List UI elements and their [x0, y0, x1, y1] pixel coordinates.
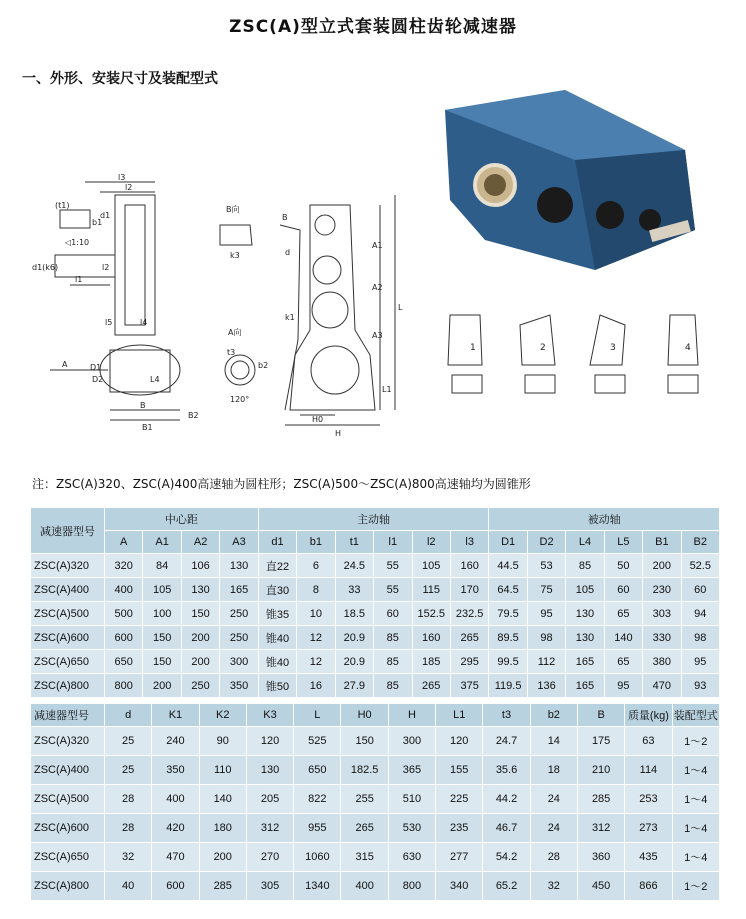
value-cell: 1060 [294, 843, 341, 872]
label-H0: H0 [312, 415, 324, 424]
value-cell: 200 [181, 626, 219, 650]
label-k3: k3 [230, 251, 240, 260]
column-header: L [294, 704, 341, 727]
value-cell: 85 [566, 554, 604, 578]
column-header: H [388, 704, 435, 727]
model-cell: ZSC(A)800 [31, 872, 105, 901]
value-cell: 265 [412, 674, 450, 698]
value-cell: 锥50 [258, 674, 296, 698]
value-cell: 866 [625, 872, 672, 901]
value-cell: 510 [388, 785, 435, 814]
value-cell: 65 [604, 650, 642, 674]
table-row [31, 650, 720, 674]
label-l2b: l2 [102, 263, 110, 272]
label-b1: b1 [92, 218, 103, 227]
value-cell: 500 [105, 602, 143, 626]
label-d1: d1 [100, 211, 111, 220]
mount-type-4: 4 [685, 343, 691, 353]
value-cell: 8 [297, 578, 335, 602]
value-cell: 120 [246, 727, 293, 756]
label-l4: l4 [140, 318, 148, 327]
column-header: L1 [436, 704, 483, 727]
value-cell: 85 [374, 650, 412, 674]
table-row [31, 727, 720, 756]
value-cell: 28 [105, 785, 152, 814]
value-cell: 253 [625, 785, 672, 814]
table-row [31, 674, 720, 698]
header-model: 减速器型号 [31, 508, 105, 554]
value-cell: 470 [643, 674, 681, 698]
model-cell: ZSC(A)600 [31, 814, 105, 843]
value-cell: 265 [450, 626, 488, 650]
column-header: H0 [341, 704, 388, 727]
value-cell: 320 [105, 554, 143, 578]
value-cell: 锥40 [258, 626, 296, 650]
group-center-distance: 中心距 [105, 508, 259, 531]
column-header: B2 [681, 531, 719, 554]
column-header: t3 [483, 704, 530, 727]
value-cell: 600 [105, 626, 143, 650]
label-D1: D1 [90, 363, 102, 372]
table-row [31, 626, 720, 650]
value-cell: 75 [527, 578, 565, 602]
value-cell: 1～4 [672, 756, 719, 785]
value-cell: 305 [246, 872, 293, 901]
value-cell: 200 [199, 843, 246, 872]
value-cell: 530 [388, 814, 435, 843]
value-cell: 98 [527, 626, 565, 650]
value-cell: 136 [527, 674, 565, 698]
value-cell: 1～2 [672, 727, 719, 756]
label-b2: b2 [258, 361, 269, 370]
value-cell: 225 [436, 785, 483, 814]
value-cell: 303 [643, 602, 681, 626]
value-cell: 105 [412, 554, 450, 578]
label-B: B [140, 401, 146, 410]
model-cell: ZSC(A)400 [31, 756, 105, 785]
value-cell: 800 [105, 674, 143, 698]
value-cell: 205 [246, 785, 293, 814]
value-cell: 250 [181, 674, 219, 698]
value-cell: 240 [152, 727, 199, 756]
label-L: L [398, 303, 403, 312]
value-cell: 46.7 [483, 814, 530, 843]
value-cell: 99.5 [489, 650, 527, 674]
value-cell: 130 [220, 554, 258, 578]
label-l2: l2 [125, 183, 133, 192]
column-header: D1 [489, 531, 527, 554]
table-row [31, 872, 720, 901]
value-cell: 150 [181, 602, 219, 626]
value-cell: 350 [220, 674, 258, 698]
value-cell: 14 [530, 727, 577, 756]
value-cell: 63 [625, 727, 672, 756]
value-cell: 98 [681, 626, 719, 650]
value-cell: 140 [604, 626, 642, 650]
label-d: d [285, 248, 291, 257]
value-cell: 300 [388, 727, 435, 756]
model-cell: ZSC(A)800 [31, 674, 105, 698]
note: 注：ZSC(A)320、ZSC(A)400高速轴为圆柱形；ZSC(A)500～ZSC(A)800高速轴均为圆锥形 [32, 477, 531, 491]
value-cell: 165 [566, 650, 604, 674]
label-A3: A3 [372, 331, 383, 340]
value-cell: 33 [335, 578, 373, 602]
value-cell: 1～4 [672, 814, 719, 843]
value-cell: 79.5 [489, 602, 527, 626]
value-cell: 24.7 [483, 727, 530, 756]
value-cell: 119.5 [489, 674, 527, 698]
model-cell: ZSC(A)500 [31, 602, 105, 626]
value-cell: 53 [527, 554, 565, 578]
model-cell: ZSC(A)320 [31, 554, 105, 578]
value-cell: 295 [450, 650, 488, 674]
value-cell: 232.5 [450, 602, 488, 626]
column-header: A3 [220, 531, 258, 554]
column-header: l1 [374, 531, 412, 554]
value-cell: 270 [246, 843, 293, 872]
column-header: l2 [412, 531, 450, 554]
column-header: 质量(kg) [625, 704, 672, 727]
value-cell: 锥40 [258, 650, 296, 674]
value-cell: 10 [297, 602, 335, 626]
value-cell: 130 [181, 578, 219, 602]
value-cell: 230 [643, 578, 681, 602]
label-taper: ◁1:10 [65, 238, 90, 247]
value-cell: 130 [566, 626, 604, 650]
value-cell: 55 [374, 554, 412, 578]
spec-table-2 [30, 703, 720, 901]
label-A2: A2 [372, 283, 383, 292]
value-cell: 160 [412, 626, 450, 650]
value-cell: 12 [297, 626, 335, 650]
model-cell: ZSC(A)500 [31, 785, 105, 814]
column-header: K2 [199, 704, 246, 727]
value-cell: 600 [152, 872, 199, 901]
column-header: 装配型式 [672, 704, 719, 727]
column-header: b1 [297, 531, 335, 554]
value-cell: 44.5 [489, 554, 527, 578]
value-cell: 32 [530, 872, 577, 901]
value-cell: 64.5 [489, 578, 527, 602]
value-cell: 50 [604, 554, 642, 578]
value-cell: 365 [388, 756, 435, 785]
label-l3: l3 [118, 173, 126, 182]
group-input-shaft: 主动轴 [258, 508, 489, 531]
column-header: K1 [152, 704, 199, 727]
value-cell: 115 [412, 578, 450, 602]
value-cell: 60 [604, 578, 642, 602]
value-cell: 470 [152, 843, 199, 872]
model-cell: ZSC(A)650 [31, 843, 105, 872]
value-cell: 955 [294, 814, 341, 843]
value-cell: 直22 [258, 554, 296, 578]
value-cell: 800 [388, 872, 435, 901]
value-cell: 312 [577, 814, 624, 843]
value-cell: 95 [681, 650, 719, 674]
label-l1: l1 [75, 275, 83, 284]
column-header: A1 [143, 531, 181, 554]
value-cell: 420 [152, 814, 199, 843]
value-cell: 6 [297, 554, 335, 578]
column-header: L5 [604, 531, 642, 554]
column-header: b2 [530, 704, 577, 727]
value-cell: 1340 [294, 872, 341, 901]
value-cell: 273 [625, 814, 672, 843]
value-cell: 20.9 [335, 626, 373, 650]
value-cell: 24 [530, 814, 577, 843]
value-cell: 32 [105, 843, 152, 872]
value-cell: 285 [577, 785, 624, 814]
value-cell: 85 [374, 674, 412, 698]
value-cell: 28 [105, 814, 152, 843]
table-row [31, 756, 720, 785]
value-cell: 40 [105, 872, 152, 901]
mounting-types [440, 310, 730, 420]
table-row [31, 785, 720, 814]
value-cell: 300 [220, 650, 258, 674]
value-cell: 130 [566, 602, 604, 626]
mount-type-1: 1 [470, 343, 476, 353]
value-cell: 16 [297, 674, 335, 698]
table-row [31, 554, 720, 578]
value-cell: 90 [199, 727, 246, 756]
value-cell: 120 [436, 727, 483, 756]
value-cell: 105 [143, 578, 181, 602]
value-cell: 400 [105, 578, 143, 602]
value-cell: 150 [143, 650, 181, 674]
column-header: l3 [450, 531, 488, 554]
value-cell: 185 [412, 650, 450, 674]
label-L4: L4 [150, 375, 160, 384]
label-bmark: B [282, 213, 288, 222]
label-B1: B1 [142, 423, 153, 432]
value-cell: 54.2 [483, 843, 530, 872]
group-output-shaft: 被动轴 [489, 508, 720, 531]
label-t3: t3 [227, 348, 236, 357]
value-cell: 130 [246, 756, 293, 785]
value-cell: 160 [450, 554, 488, 578]
value-cell: 44.2 [483, 785, 530, 814]
mount-type-3: 3 [610, 343, 616, 353]
value-cell: 375 [450, 674, 488, 698]
label-l5: l5 [105, 318, 113, 327]
label-A1: A1 [372, 241, 383, 250]
value-cell: 165 [566, 674, 604, 698]
value-cell: 锥35 [258, 602, 296, 626]
column-header: A [105, 531, 143, 554]
value-cell: 65.2 [483, 872, 530, 901]
value-cell: 105 [566, 578, 604, 602]
value-cell: 直30 [258, 578, 296, 602]
value-cell: 28 [530, 843, 577, 872]
value-cell: 140 [199, 785, 246, 814]
value-cell: 400 [152, 785, 199, 814]
value-cell: 18 [530, 756, 577, 785]
table-row [31, 578, 720, 602]
value-cell: 435 [625, 843, 672, 872]
column-header: d1 [258, 531, 296, 554]
column-header: D2 [527, 531, 565, 554]
label-k1: k1 [285, 313, 295, 322]
value-cell: 650 [105, 650, 143, 674]
value-cell: 630 [388, 843, 435, 872]
value-cell: 165 [220, 578, 258, 602]
label-D2: D2 [92, 375, 104, 384]
value-cell: 200 [143, 674, 181, 698]
column-header: K3 [246, 704, 293, 727]
value-cell: 114 [625, 756, 672, 785]
value-cell: 106 [181, 554, 219, 578]
value-cell: 95 [604, 674, 642, 698]
value-cell: 1～4 [672, 843, 719, 872]
column-header: d [105, 704, 152, 727]
value-cell: 93 [681, 674, 719, 698]
value-cell: 340 [436, 872, 483, 901]
table-row [31, 814, 720, 843]
value-cell: 650 [294, 756, 341, 785]
value-cell: 250 [220, 602, 258, 626]
value-cell: 277 [436, 843, 483, 872]
value-cell: 170 [450, 578, 488, 602]
value-cell: 350 [152, 756, 199, 785]
value-cell: 110 [199, 756, 246, 785]
column-header: B [577, 704, 624, 727]
value-cell: 360 [577, 843, 624, 872]
label-B2: B2 [188, 411, 199, 420]
value-cell: 95 [527, 602, 565, 626]
section-heading: 一、外形、安装尺寸及装配型式 [22, 71, 218, 87]
model-cell: ZSC(A)400 [31, 578, 105, 602]
column-header: L4 [566, 531, 604, 554]
label-t1: (t1) [55, 201, 70, 210]
column-header: 减速器型号 [31, 704, 105, 727]
value-cell: 112 [527, 650, 565, 674]
value-cell: 89.5 [489, 626, 527, 650]
column-header: B1 [643, 531, 681, 554]
value-cell: 100 [143, 602, 181, 626]
value-cell: 265 [341, 814, 388, 843]
value-cell: 450 [577, 872, 624, 901]
value-cell: 12 [297, 650, 335, 674]
table-row [31, 843, 720, 872]
value-cell: 210 [577, 756, 624, 785]
value-cell: 315 [341, 843, 388, 872]
label-A: A [62, 360, 68, 369]
label-H: H [335, 429, 342, 438]
value-cell: 18.5 [335, 602, 373, 626]
page-title: ZSC(A)型立式套装圆柱齿轮减速器 [229, 17, 517, 37]
value-cell: 175 [577, 727, 624, 756]
value-cell: 25 [105, 756, 152, 785]
value-cell: 822 [294, 785, 341, 814]
value-cell: 182.5 [341, 756, 388, 785]
model-cell: ZSC(A)650 [31, 650, 105, 674]
label-view-b: B向 [226, 205, 240, 214]
value-cell: 200 [643, 554, 681, 578]
value-cell: 150 [143, 626, 181, 650]
value-cell: 52.5 [681, 554, 719, 578]
value-cell: 94 [681, 602, 719, 626]
value-cell: 1～2 [672, 872, 719, 901]
value-cell: 155 [436, 756, 483, 785]
value-cell: 35.6 [483, 756, 530, 785]
model-cell: ZSC(A)600 [31, 626, 105, 650]
value-cell: 65 [604, 602, 642, 626]
value-cell: 25 [105, 727, 152, 756]
value-cell: 152.5 [412, 602, 450, 626]
label-d1k6: d1(k6) [32, 263, 59, 272]
dimension-drawing [30, 170, 425, 440]
value-cell: 24.5 [335, 554, 373, 578]
value-cell: 380 [643, 650, 681, 674]
value-cell: 1～4 [672, 785, 719, 814]
value-cell: 235 [436, 814, 483, 843]
table-row [31, 602, 720, 626]
value-cell: 330 [643, 626, 681, 650]
value-cell: 285 [199, 872, 246, 901]
value-cell: 400 [341, 872, 388, 901]
value-cell: 24 [530, 785, 577, 814]
label-view-a: A向 [228, 328, 242, 337]
value-cell: 20.9 [335, 650, 373, 674]
column-header: t1 [335, 531, 373, 554]
value-cell: 150 [341, 727, 388, 756]
value-cell: 60 [374, 602, 412, 626]
value-cell: 85 [374, 626, 412, 650]
reducer-photo [425, 80, 720, 280]
mount-type-2: 2 [540, 343, 546, 353]
model-cell: ZSC(A)320 [31, 727, 105, 756]
value-cell: 27.9 [335, 674, 373, 698]
value-cell: 55 [374, 578, 412, 602]
column-header: A2 [181, 531, 219, 554]
value-cell: 255 [341, 785, 388, 814]
value-cell: 180 [199, 814, 246, 843]
spec-table-1 [30, 507, 720, 698]
value-cell: 312 [246, 814, 293, 843]
value-cell: 84 [143, 554, 181, 578]
value-cell: 525 [294, 727, 341, 756]
label-deg: 120° [230, 395, 250, 404]
label-L1: L1 [382, 385, 392, 394]
value-cell: 250 [220, 626, 258, 650]
value-cell: 200 [181, 650, 219, 674]
value-cell: 60 [681, 578, 719, 602]
